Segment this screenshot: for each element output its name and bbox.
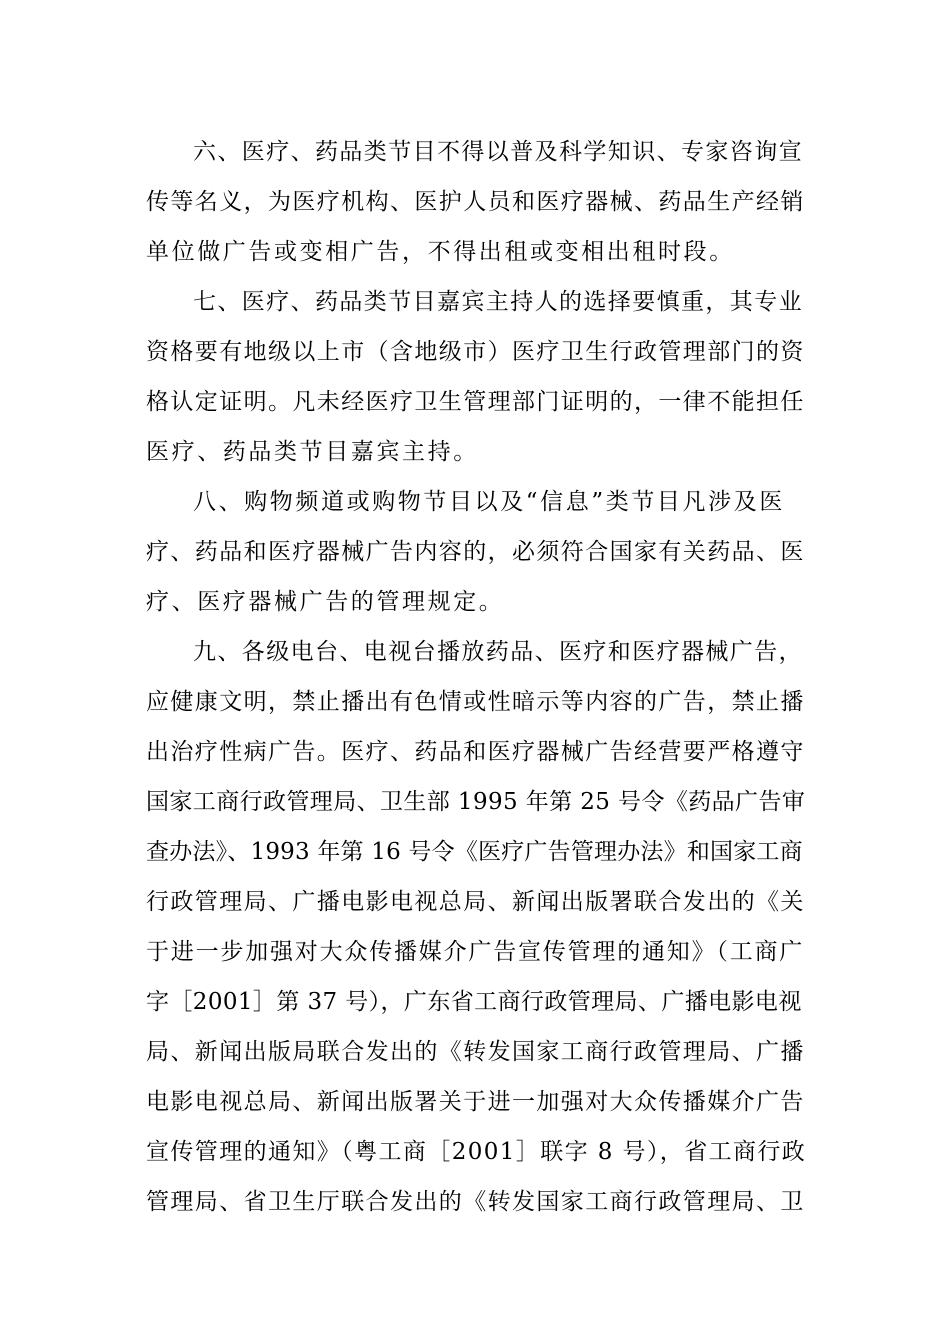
paragraph-9-line-10: 电影电视总局、新闻出版署关于进一加强对大众传播媒介广告 (146, 1089, 805, 1115)
paragraph-8-line-3: 疗、医疗器械广告的管理规定。 (146, 589, 505, 615)
paragraph-9-line-4: 国家工商行政管理局、卫生部 1995 年第 25 号令《药品广告审 (146, 789, 806, 815)
paragraph-7-line-2: 资格要有地级以上市（含地级市）医疗卫生行政管理部门的资 (146, 339, 805, 365)
paragraph-7-line-3: 格认定证明。凡未经医疗卫生管理部门证明的，一律不能担任 (146, 389, 805, 415)
paragraph-6-line-1: 六、医疗、药品类节目不得以普及科学知识、专家咨询宣 (193, 139, 803, 165)
paragraph-9-line-8: 字［2001］第 37 号），广东省工商行政管理局、广播电影电视 (146, 989, 802, 1015)
paragraph-9-line-2: 应健康文明，禁止播出有色情或性暗示等内容的广告，禁止播 (146, 689, 805, 715)
paragraph-6-line-3: 单位做广告或变相广告，不得出租或变相出租时段。 (146, 239, 735, 265)
paragraph-9-line-12: 管理局、省卫生厅联合发出的《转发国家工商行政管理局、卫 (146, 1189, 805, 1215)
paragraph-9-line-5: 查办法》、1993 年第 16 号令《医疗广告管理办法》和国家工商 (146, 839, 803, 865)
paragraph-6-line-2: 传等名义，为医疗机构、医护人员和医疗器械、药品生产经销 (146, 189, 805, 215)
paragraph-8-line-1: 八、购物频道或购物节目以及“信息”类节目凡涉及医 (193, 489, 785, 515)
paragraph-9-line-7: 于进一步加强对大众传播媒介广告宣传管理的通知》（工商广 (146, 939, 805, 965)
paragraph-7-line-4: 医疗、药品类节目嘉宾主持。 (146, 439, 479, 465)
paragraph-9-line-6: 行政管理局、广播电影电视总局、新闻出版署联合发出的《关 (146, 889, 805, 915)
paragraph-8-line-2: 疗、药品和医疗器械广告内容的，必须符合国家有关药品、医 (146, 539, 805, 565)
paragraph-9-line-11: 宣传管理的通知》（粤工商［2001］联字 8 号），省工商行政 (146, 1139, 807, 1165)
paragraph-7-line-1: 七、医疗、药品类节目嘉宾主持人的选择要慎重，其专业 (193, 289, 803, 315)
paragraph-9-line-9: 局、新闻出版局联合发出的《转发国家工商行政管理局、广播 (146, 1039, 805, 1065)
paragraph-9-line-3: 出治疗性病广告。医疗、药品和医疗器械广告经营要严格遵守 (146, 739, 805, 765)
paragraph-9-line-1: 九、各级电台、电视台播放药品、医疗和医疗器械广告， (193, 639, 803, 665)
